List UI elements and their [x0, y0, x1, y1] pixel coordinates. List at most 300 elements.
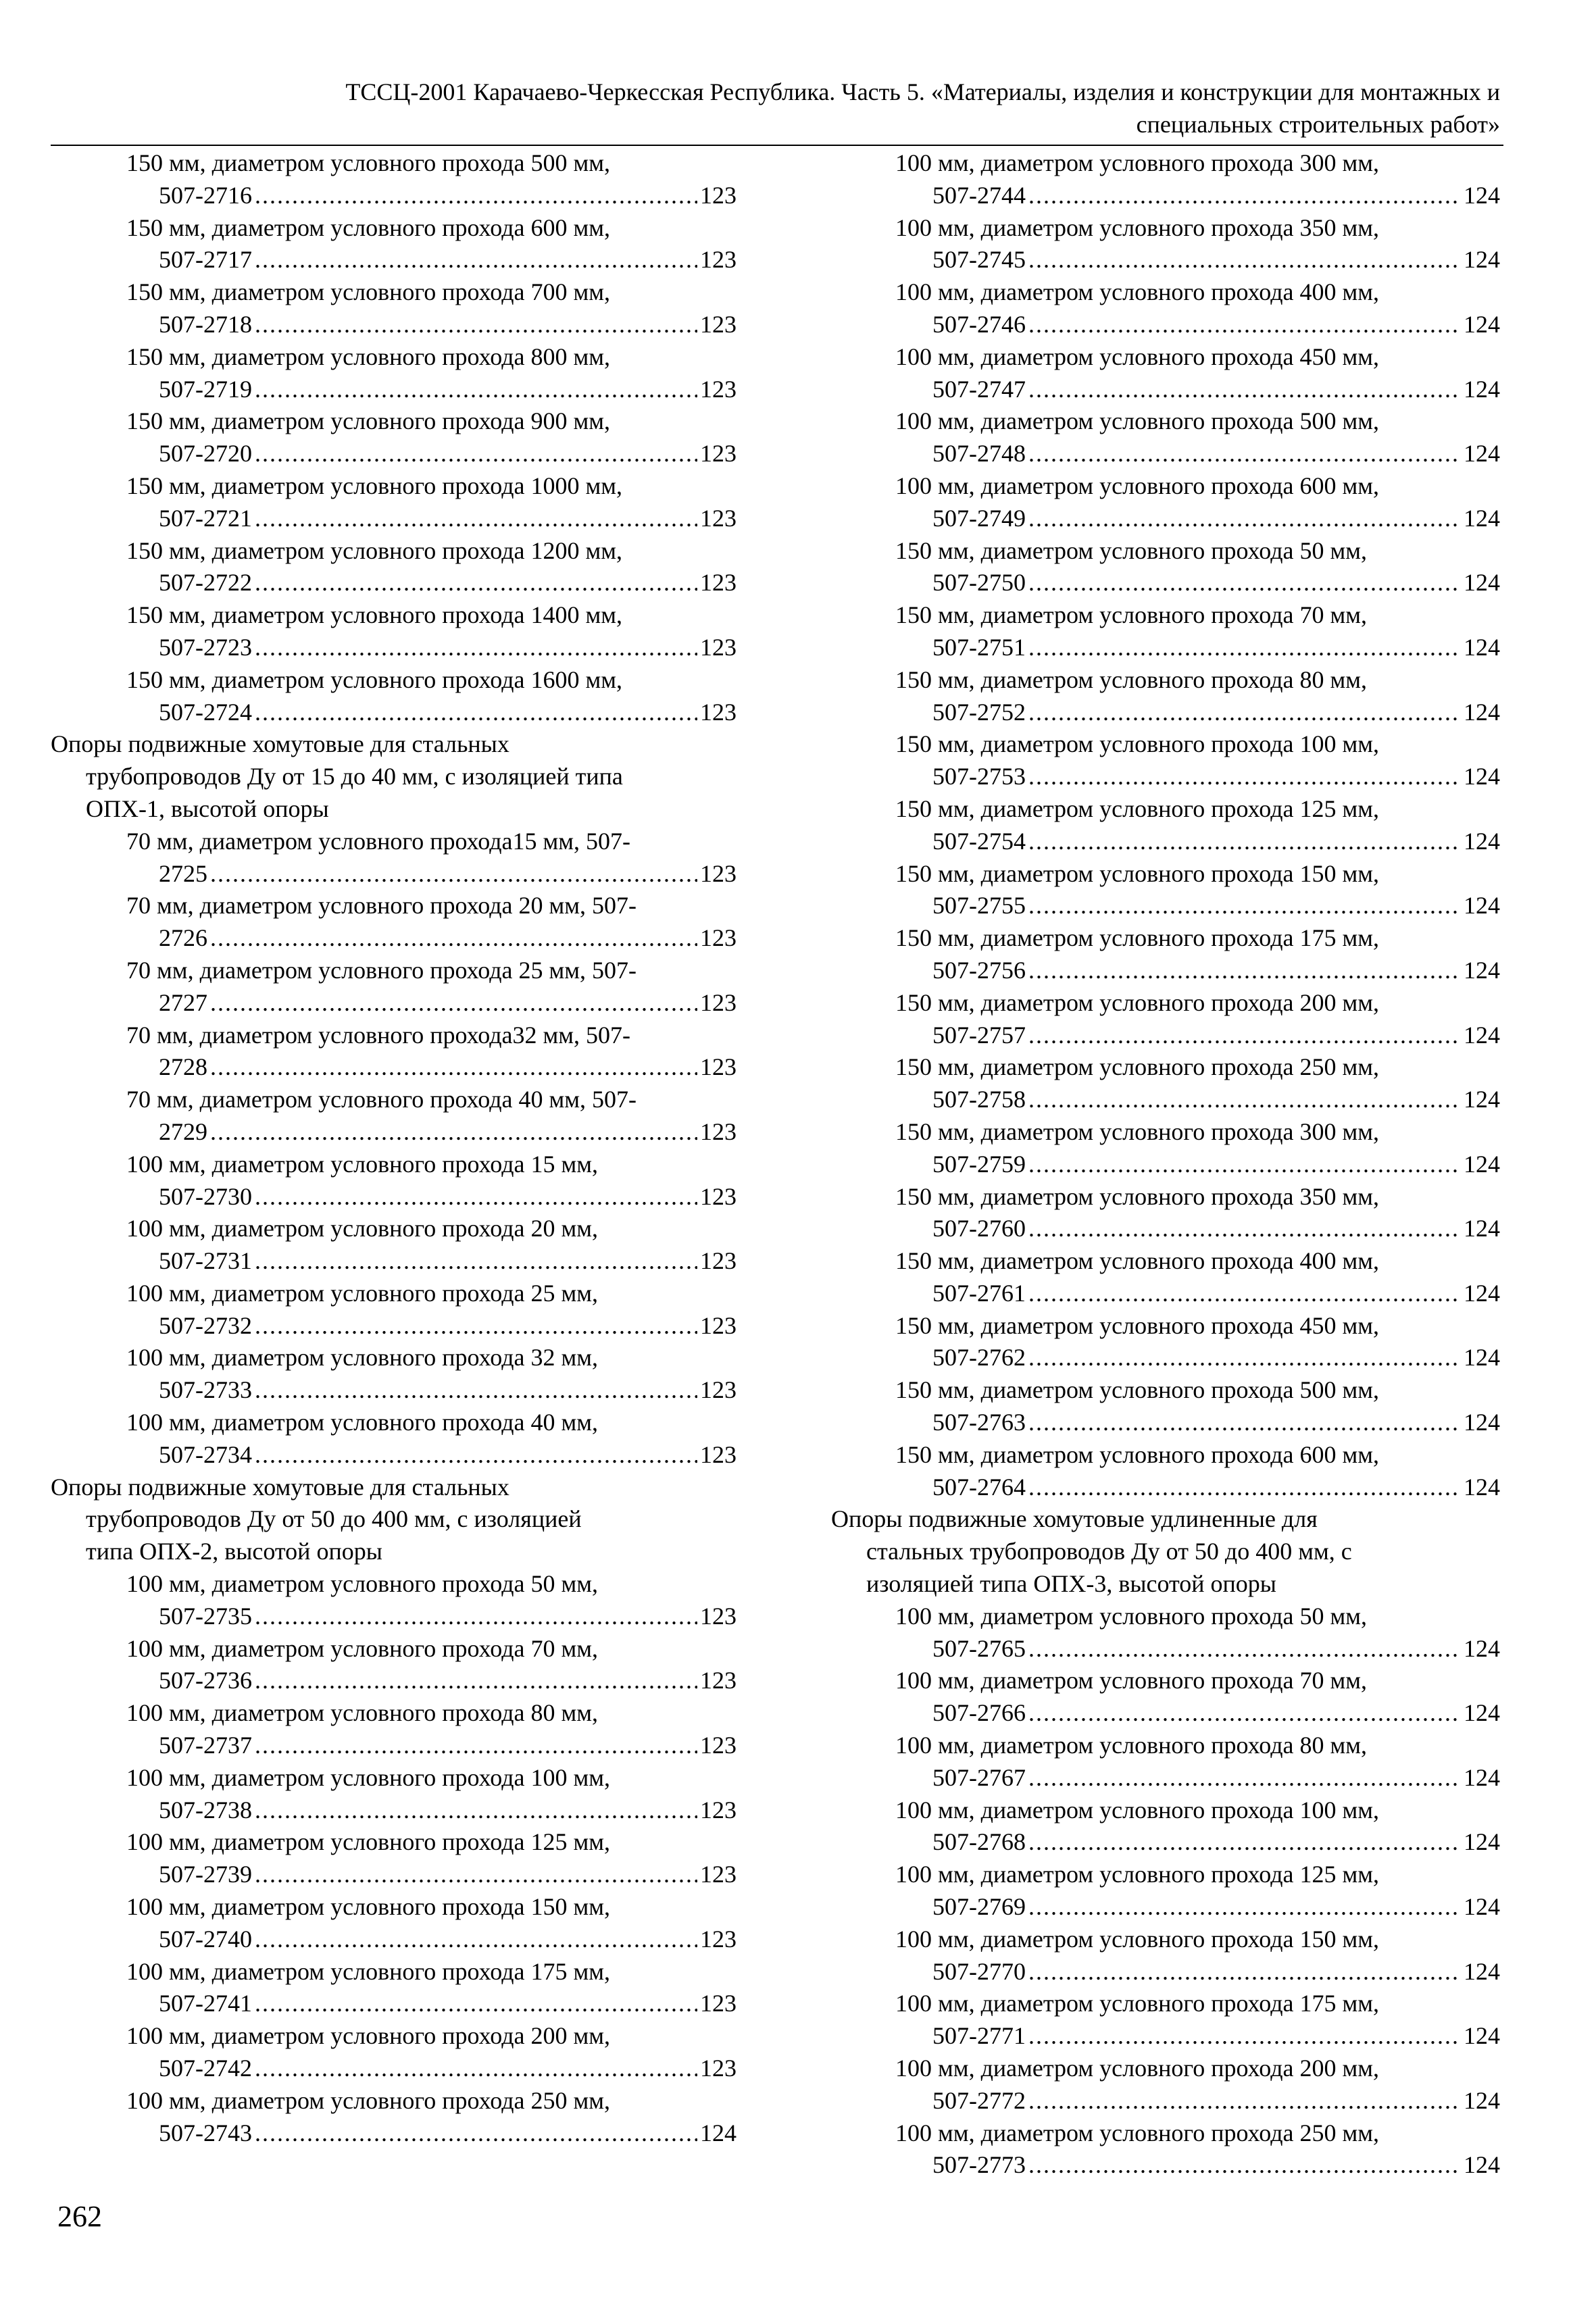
entry-description: 100 мм, диаметром условного прохода 150 мм,: [126, 1893, 611, 1921]
entry-reference-line: [51, 244, 737, 276]
index-entry: [831, 922, 1500, 987]
entry-description: 100 мм, диаметром условного прохода 350 мм,: [895, 213, 1380, 241]
index-entry: [51, 1084, 737, 1149]
entry-description: 100 мм, диаметром условного прохода 150 мм,: [895, 1925, 1380, 1953]
dot-leader: [255, 1923, 697, 1956]
entry-page-number: 123: [700, 1667, 737, 1694]
header-line-1: ТССЦ-2001 Карачаево-Черкесская Республика. Часть 5. «Материалы, изделия и конструкции для монтажных и: [345, 78, 1500, 105]
page-number: 262: [57, 2200, 102, 2233]
entry-page-number: 123: [700, 1311, 737, 1339]
dot-leader: [1028, 826, 1461, 858]
entry-description: 100 мм, диаметром условного прохода 15 мм,: [126, 1150, 599, 1178]
entry-code: 507-2744: [932, 181, 1026, 209]
entry-description: 100 мм, диаметром условного прохода 100 мм,: [895, 1796, 1380, 1823]
entry-reference-line: [51, 1245, 737, 1278]
entry-reference-line: [51, 632, 737, 664]
entry-reference-line: [51, 180, 737, 212]
entry-code: 507-2770: [932, 1957, 1026, 1985]
entry-code: 507-2723: [159, 633, 252, 661]
entry-reference-line: [831, 632, 1500, 664]
entry-description: 100 мм, диаметром условного прохода 200 мм,: [895, 2055, 1380, 2082]
entry-page-number: 124: [1464, 504, 1500, 532]
entry-page-number: 123: [700, 1247, 737, 1275]
index-entry: [831, 1051, 1500, 1116]
entry-reference-line: [831, 1084, 1500, 1116]
entry-page-number: 124: [1464, 1215, 1500, 1242]
entry-reference-line: [831, 1956, 1500, 1988]
entry-reference-line: [51, 858, 737, 890]
entry-description: 100 мм, диаметром условного прохода 25 мм,: [126, 1279, 599, 1307]
entry-reference-line: [51, 1988, 737, 2020]
dot-leader: [255, 309, 697, 341]
dot-leader: [255, 1730, 697, 1762]
index-entry: [51, 1149, 737, 1213]
index-entry: [51, 1633, 737, 1698]
entry-code: 2729: [159, 1117, 207, 1145]
heading-line: Опоры подвижные хомутовые для стальных: [51, 1473, 509, 1501]
entry-reference-line: [51, 1051, 737, 1084]
entry-page-number: 124: [1464, 2022, 1500, 2050]
index-entry: [51, 890, 737, 955]
entry-reference-line: [51, 2117, 737, 2150]
entry-code: 507-2763: [932, 1409, 1026, 1436]
entry-page-number: 123: [700, 1602, 737, 1630]
entry-reference-line: [831, 1342, 1500, 1374]
index-section-heading: [831, 1503, 1500, 1600]
heading-line: стальных трубопроводов Ду от 50 до 400 мм, с: [866, 1538, 1352, 1565]
entry-reference-line: [831, 890, 1500, 922]
entry-code: 507-2756: [932, 956, 1026, 984]
entry-code: 507-2721: [159, 504, 252, 532]
entry-page-number: 124: [1464, 310, 1500, 338]
entry-page-number: 123: [700, 633, 737, 661]
entry-page-number: 123: [700, 1861, 737, 1888]
entry-reference-line: [51, 1794, 737, 1827]
index-entry: [831, 470, 1500, 535]
index-entry: [831, 1181, 1500, 1246]
dot-leader: [1028, 761, 1461, 793]
index-entry: [51, 1342, 737, 1407]
index-entry: [51, 1891, 737, 1956]
entry-reference-line: [831, 1633, 1500, 1665]
entry-page-number: 123: [700, 2055, 737, 2082]
dot-leader: [255, 2117, 697, 2150]
entry-code: 507-2731: [159, 1247, 252, 1275]
index-entry: [51, 212, 737, 277]
entry-reference-line: [51, 987, 737, 1020]
entry-page-number: 124: [1464, 1763, 1500, 1791]
entry-page-number: 124: [700, 2119, 737, 2146]
entry-page-number: 123: [700, 246, 737, 274]
entry-code: 507-2766: [932, 1699, 1026, 1727]
entry-code: 507-2738: [159, 1796, 252, 1823]
entry-code: 507-2752: [932, 698, 1026, 726]
entry-code: 507-2735: [159, 1602, 252, 1630]
entry-code: 507-2743: [159, 2119, 252, 2146]
entry-page-number: 124: [1464, 1279, 1500, 1307]
entry-page-number: 123: [700, 1053, 737, 1081]
entry-code: 507-2720: [159, 440, 252, 468]
entry-page-number: 124: [1464, 1634, 1500, 1662]
index-entry: [831, 599, 1500, 664]
entry-page-number: 123: [700, 1796, 737, 1823]
dot-leader: [210, 987, 697, 1020]
entry-code: 507-2741: [159, 1990, 252, 2017]
entry-description: 100 мм, диаметром условного прохода 70 мм,: [895, 1667, 1368, 1694]
entry-description: 100 мм, диаметром условного прохода 500 мм,: [895, 407, 1380, 435]
entry-page-number: 123: [700, 698, 737, 726]
running-header: [95, 76, 1500, 141]
entry-code: 507-2753: [932, 763, 1026, 790]
entry-code: 507-2762: [932, 1344, 1026, 1372]
dot-leader: [1028, 374, 1461, 406]
dot-leader: [1028, 1342, 1461, 1374]
index-entry: [831, 1310, 1500, 1375]
dot-leader: [1028, 2085, 1461, 2117]
dot-leader: [1028, 244, 1461, 276]
dot-leader: [1028, 1278, 1461, 1310]
entry-description: 150 мм, диаметром условного прохода 100 мм,: [895, 730, 1380, 758]
entry-code: 507-2773: [932, 2151, 1026, 2179]
entry-description: 150 мм, диаметром условного прохода 800 мм,: [126, 343, 611, 370]
entry-code: 507-2759: [932, 1150, 1026, 1178]
entry-description: 150 мм, диаметром условного прохода 900 мм,: [126, 407, 611, 435]
index-entry: [831, 535, 1500, 600]
dot-leader: [1028, 567, 1461, 599]
entry-code: 507-2742: [159, 2055, 252, 2082]
entry-code: 507-2719: [159, 375, 252, 403]
entry-description: 150 мм, диаметром условного прохода 50 мм,: [895, 536, 1368, 564]
index-section-heading: [51, 728, 737, 825]
entry-reference-line: [51, 1601, 737, 1633]
dot-leader: [1028, 1633, 1461, 1665]
entry-description: 150 мм, диаметром условного прохода 200 мм,: [895, 988, 1380, 1016]
entry-reference-line: [51, 2053, 737, 2085]
index-entry: [831, 1439, 1500, 1504]
entry-code: 507-2734: [159, 1440, 252, 1468]
entry-page-number: 123: [700, 440, 737, 468]
dot-leader: [255, 1439, 697, 1472]
entry-page-number: 123: [700, 859, 737, 887]
entry-code: 507-2748: [932, 440, 1026, 468]
entry-code: 507-2757: [932, 1021, 1026, 1049]
entry-description: 100 мм, диаметром условного прохода 450 мм,: [895, 343, 1380, 370]
index-entry: [51, 405, 737, 470]
entry-code: 507-2746: [932, 310, 1026, 338]
entry-page-number: 124: [1464, 698, 1500, 726]
entry-page-number: 124: [1464, 633, 1500, 661]
entry-description: 100 мм, диаметром условного прохода 40 мм,: [126, 1409, 599, 1436]
index-entry: [51, 276, 737, 341]
entry-code: 2725: [159, 859, 207, 887]
dot-leader: [255, 1665, 697, 1697]
entry-description: 150 мм, диаметром условного прохода 250 мм,: [895, 1053, 1380, 1081]
entry-reference-line: [831, 1407, 1500, 1439]
entry-description: 100 мм, диаметром условного прохода 250 мм,: [895, 2119, 1380, 2146]
index-entry: [51, 826, 737, 890]
dot-leader: [1028, 1826, 1461, 1859]
entry-description: 150 мм, диаметром условного прохода 500 мм,: [895, 1376, 1380, 1404]
entry-description: 150 мм, диаметром условного прохода 1200 мм,: [126, 536, 623, 564]
entry-reference-line: [51, 1116, 737, 1149]
entry-code: 507-2765: [932, 1634, 1026, 1662]
heading-line: трубопроводов Ду от 50 до 400 мм, с изоляцией: [86, 1505, 582, 1533]
index-section-heading: [51, 1472, 737, 1568]
entry-description: 100 мм, диаметром условного прохода 80 мм,: [895, 1732, 1368, 1759]
entry-reference-line: [831, 1213, 1500, 1245]
entry-page-number: 124: [1464, 1473, 1500, 1501]
dot-leader: [1028, 1213, 1461, 1245]
entry-reference-line: [831, 826, 1500, 858]
entry-code: 507-2754: [932, 827, 1026, 855]
index-entry: [51, 599, 737, 664]
dot-leader: [255, 1310, 697, 1342]
entry-page-number: 124: [1464, 1021, 1500, 1049]
dot-leader: [210, 1116, 697, 1149]
dot-leader: [1028, 2149, 1461, 2182]
index-entry: [831, 405, 1500, 470]
entry-description: 100 мм, диаметром условного прохода 125 мм,: [126, 1828, 611, 1856]
heading-line: Опоры подвижные хомутовые для стальных: [51, 730, 509, 758]
index-entry: [831, 2053, 1500, 2117]
entry-description: 150 мм, диаметром условного прохода 1400 мм,: [126, 601, 623, 629]
entry-reference-line: [831, 1697, 1500, 1730]
entry-description: 100 мм, диаметром условного прохода 175 мм,: [895, 1990, 1380, 2017]
entry-reference-line: [831, 567, 1500, 599]
entry-reference-line: [831, 1472, 1500, 1504]
entry-reference-line: [831, 1020, 1500, 1052]
index-entry: [51, 341, 737, 406]
entry-description: 150 мм, диаметром условного прохода 150 мм,: [895, 859, 1380, 887]
index-entry: [51, 1697, 737, 1762]
entry-description: 70 мм, диаметром условного прохода15 мм, 507-: [126, 827, 631, 855]
index-entry: [51, 2020, 737, 2085]
index-entry: [831, 858, 1500, 923]
dot-leader: [255, 567, 697, 599]
entry-page-number: 123: [700, 1117, 737, 1145]
dot-leader: [255, 1859, 697, 1891]
entry-page-number: 124: [1464, 1828, 1500, 1856]
entry-code: 2726: [159, 924, 207, 952]
entry-description: 100 мм, диаметром условного прохода 400 мм,: [895, 278, 1380, 306]
entry-page-number: 124: [1464, 956, 1500, 984]
entry-code: 507-2749: [932, 504, 1026, 532]
entry-description: 100 мм, диаметром условного прохода 100 мм,: [126, 1763, 611, 1791]
entry-description: 70 мм, диаметром условного прохода32 мм, 507-: [126, 1021, 631, 1049]
entry-description: 150 мм, диаметром условного прохода 600 мм,: [126, 213, 611, 241]
entry-description: 150 мм, диаметром условного прохода 500 мм,: [126, 149, 611, 176]
entry-page-number: 124: [1464, 1893, 1500, 1921]
entry-page-number: 123: [700, 1990, 737, 2017]
entry-reference-line: [831, 2149, 1500, 2182]
index-entry: [51, 535, 737, 600]
dot-leader: [1028, 1891, 1461, 1923]
entry-code: 507-2722: [159, 569, 252, 597]
index-entry: [51, 2085, 737, 2150]
entry-description: 100 мм, диаметром условного прохода 200 мм,: [126, 2022, 611, 2050]
index-entry: [831, 147, 1500, 212]
entry-page-number: 124: [1464, 1699, 1500, 1727]
entry-code: 507-2724: [159, 698, 252, 726]
entry-reference-line: [51, 567, 737, 599]
entry-reference-line: [51, 1310, 737, 1342]
entry-code: 507-2772: [932, 2086, 1026, 2114]
entry-description: 150 мм, диаметром условного прохода 125 мм,: [895, 795, 1380, 822]
entry-description: 70 мм, диаметром условного прохода 20 мм, 507-: [126, 892, 637, 920]
dot-leader: [1028, 1084, 1461, 1116]
index-entry: [831, 1665, 1500, 1730]
entry-description: 100 мм, диаметром условного прохода 32 мм,: [126, 1344, 599, 1372]
entry-page-number: 123: [700, 924, 737, 952]
entry-page-number: 124: [1464, 569, 1500, 597]
entry-reference-line: [51, 1859, 737, 1891]
dot-leader: [1028, 632, 1461, 664]
index-entry: [831, 1988, 1500, 2053]
entry-reference-line: [831, 1826, 1500, 1859]
heading-line: Опоры подвижные хомутовые удлиненные для: [831, 1505, 1318, 1533]
dot-leader: [255, 1181, 697, 1213]
entry-description: 70 мм, диаметром условного прохода 40 мм, 507-: [126, 1086, 637, 1113]
index-entry: [51, 1213, 737, 1278]
entry-code: 507-2733: [159, 1376, 252, 1404]
entry-page-number: 124: [1464, 827, 1500, 855]
dot-leader: [255, 374, 697, 406]
index-entry: [831, 212, 1500, 277]
entry-reference-line: [831, 761, 1500, 793]
entry-page-number: 123: [700, 1925, 737, 1953]
index-column-left: [51, 147, 737, 2149]
entry-page-number: 124: [1464, 763, 1500, 790]
index-entry: [51, 147, 737, 212]
entry-reference-line: [831, 244, 1500, 276]
entry-description: 150 мм, диаметром условного прохода 175 мм,: [895, 924, 1380, 952]
entry-reference-line: [831, 1149, 1500, 1181]
entry-description: 100 мм, диаметром условного прохода 20 мм,: [126, 1215, 599, 1242]
entry-page-number: 124: [1464, 375, 1500, 403]
entry-page-number: 124: [1464, 246, 1500, 274]
index-entry: [831, 2117, 1500, 2182]
index-entry: [831, 1374, 1500, 1439]
entry-page-number: 124: [1464, 1409, 1500, 1436]
index-column-right: [831, 147, 1500, 2182]
index-entry: [51, 1956, 737, 2021]
entry-description: 100 мм, диаметром условного прохода 125 мм,: [895, 1861, 1380, 1888]
entry-page-number: 123: [700, 1376, 737, 1404]
entry-reference-line: [51, 1181, 737, 1213]
index-entry: [51, 1762, 737, 1827]
entry-code: 507-2769: [932, 1893, 1026, 1921]
entry-code: 507-2761: [932, 1279, 1026, 1307]
index-entry: [831, 1245, 1500, 1310]
dot-leader: [210, 1051, 697, 1084]
dot-leader: [255, 632, 697, 664]
entry-page-number: 123: [700, 181, 737, 209]
index-entry: [51, 664, 737, 729]
entry-code: 507-2758: [932, 1086, 1026, 1113]
index-entry: [831, 1859, 1500, 1923]
entry-reference-line: [51, 1923, 737, 1956]
entry-reference-line: [51, 374, 737, 406]
dot-leader: [255, 2053, 697, 2085]
entry-page-number: 124: [1464, 440, 1500, 468]
entry-description: 150 мм, диаметром условного прохода 350 мм,: [895, 1182, 1380, 1210]
dot-leader: [1028, 1697, 1461, 1730]
dot-leader: [255, 1601, 697, 1633]
entry-page-number: 124: [1464, 1957, 1500, 1985]
entry-reference-line: [831, 1278, 1500, 1310]
entry-description: 100 мм, диаметром условного прохода 250 мм,: [126, 2086, 611, 2114]
index-entry: [831, 1794, 1500, 1859]
entry-description: 100 мм, диаметром условного прохода 50 мм,: [895, 1602, 1368, 1630]
entry-reference-line: [51, 1730, 737, 1762]
index-entry: [831, 341, 1500, 406]
dot-leader: [1028, 890, 1461, 922]
header-divider: [51, 145, 1503, 146]
entry-code: 507-2750: [932, 569, 1026, 597]
entry-code: 507-2768: [932, 1828, 1026, 1856]
entry-reference-line: [831, 2020, 1500, 2053]
entry-description: 150 мм, диаметром условного прохода 400 мм,: [895, 1247, 1380, 1275]
index-entry: [51, 1568, 737, 1633]
index-entry: [51, 1826, 737, 1891]
index-entry: [831, 1601, 1500, 1665]
dot-leader: [1028, 1020, 1461, 1052]
header-line-2: специальных строительных работ»: [1136, 111, 1500, 138]
dot-leader: [255, 180, 697, 212]
entry-code: 2727: [159, 988, 207, 1016]
entry-code: 507-2771: [932, 2022, 1026, 2050]
entry-code: 507-2745: [932, 246, 1026, 274]
entry-page-number: 124: [1464, 1086, 1500, 1113]
entry-description: 100 мм, диаметром условного прохода 175 мм,: [126, 1957, 611, 1985]
dot-leader: [1028, 1956, 1461, 1988]
entry-code: 507-2737: [159, 1732, 252, 1759]
dot-leader: [1028, 2020, 1461, 2053]
entry-code: 507-2718: [159, 310, 252, 338]
entry-code: 507-2716: [159, 181, 252, 209]
entry-reference-line: [831, 309, 1500, 341]
entry-page-number: 123: [700, 310, 737, 338]
entry-description: 150 мм, диаметром условного прохода 300 мм,: [895, 1117, 1380, 1145]
entry-code: 507-2764: [932, 1473, 1026, 1501]
entry-code: 507-2767: [932, 1763, 1026, 1791]
entry-page-number: 124: [1464, 1344, 1500, 1372]
index-entry: [831, 1923, 1500, 1988]
entry-code: 507-2755: [932, 892, 1026, 920]
index-entry: [831, 793, 1500, 858]
entry-reference-line: [831, 955, 1500, 987]
dot-leader: [255, 244, 697, 276]
entry-description: 150 мм, диаметром условного прохода 80 мм,: [895, 665, 1368, 693]
dot-leader: [255, 1794, 697, 1827]
entry-reference-line: [831, 374, 1500, 406]
entry-page-number: 123: [700, 504, 737, 532]
heading-line: ОПХ-1, высотой опоры: [86, 795, 329, 822]
heading-line: трубопроводов Ду от 15 до 40 мм, с изоляцией типа: [86, 763, 623, 790]
dot-leader: [255, 697, 697, 729]
dot-leader: [1028, 955, 1461, 987]
entry-code: 507-2732: [159, 1311, 252, 1339]
index-entry: [831, 728, 1500, 793]
entry-reference-line: [51, 922, 737, 955]
dot-leader: [255, 1245, 697, 1278]
entry-page-number: 123: [700, 1182, 737, 1210]
dot-leader: [1028, 1407, 1461, 1439]
index-entry: [831, 276, 1500, 341]
index-entry: [831, 987, 1500, 1052]
index-entry: [51, 955, 737, 1020]
dot-leader: [255, 438, 697, 470]
